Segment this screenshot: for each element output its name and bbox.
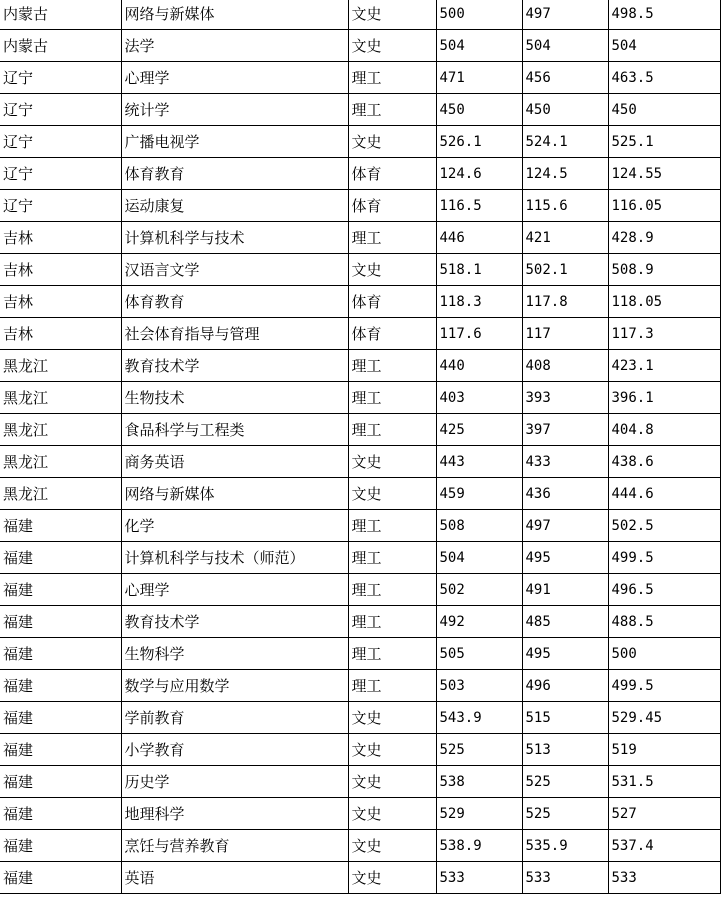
province-cell: 吉林: [0, 222, 121, 254]
max-score-cell: 518.1: [436, 254, 522, 286]
min-score-cell: 515: [522, 702, 608, 734]
table-row: [0, 702, 720, 734]
major-cell: 化学: [121, 510, 348, 542]
max-score-cell: 525: [436, 734, 522, 766]
avg-score-cell: 499.5: [608, 542, 720, 574]
avg-score-cell: 496.5: [608, 574, 720, 606]
category-cell: 理工: [348, 574, 436, 606]
avg-score-cell: 529.45: [608, 702, 720, 734]
max-score-cell: 446: [436, 222, 522, 254]
table-row: [0, 190, 720, 222]
max-score-cell: 440: [436, 350, 522, 382]
avg-score-cell: 533: [608, 862, 720, 894]
min-score-cell: 124.5: [522, 158, 608, 190]
category-cell: 体育: [348, 190, 436, 222]
category-cell: 理工: [348, 382, 436, 414]
major-cell: 体育教育: [121, 158, 348, 190]
province-cell: 辽宁: [0, 190, 121, 222]
province-cell: 吉林: [0, 318, 121, 350]
min-score-cell: 497: [522, 0, 608, 30]
min-score-cell: 491: [522, 574, 608, 606]
province-cell: 辽宁: [0, 126, 121, 158]
max-score-cell: 502: [436, 574, 522, 606]
category-cell: 体育: [348, 286, 436, 318]
province-cell: 福建: [0, 670, 121, 702]
avg-score-cell: 537.4: [608, 830, 720, 862]
category-cell: 文史: [348, 862, 436, 894]
table-row: [0, 606, 720, 638]
province-cell: 内蒙古: [0, 30, 121, 62]
max-score-cell: 538.9: [436, 830, 522, 862]
category-cell: 文史: [348, 798, 436, 830]
max-score-cell: 504: [436, 30, 522, 62]
avg-score-cell: 502.5: [608, 510, 720, 542]
avg-score-cell: 423.1: [608, 350, 720, 382]
major-cell: 商务英语: [121, 446, 348, 478]
min-score-cell: 115.6: [522, 190, 608, 222]
major-cell: 法学: [121, 30, 348, 62]
min-score-cell: 513: [522, 734, 608, 766]
avg-score-cell: 450: [608, 94, 720, 126]
major-cell: 统计学: [121, 94, 348, 126]
table-row: [0, 478, 720, 510]
max-score-cell: 505: [436, 638, 522, 670]
major-cell: 英语: [121, 862, 348, 894]
max-score-cell: 471: [436, 62, 522, 94]
table-row: [0, 638, 720, 670]
min-score-cell: 393: [522, 382, 608, 414]
province-cell: 辽宁: [0, 158, 121, 190]
table-row: [0, 574, 720, 606]
table-row: [0, 30, 720, 62]
province-cell: 福建: [0, 542, 121, 574]
max-score-cell: 403: [436, 382, 522, 414]
category-cell: 文史: [348, 254, 436, 286]
table-row: [0, 382, 720, 414]
category-cell: 文史: [348, 766, 436, 798]
min-score-cell: 117: [522, 318, 608, 350]
min-score-cell: 502.1: [522, 254, 608, 286]
table-row: [0, 222, 720, 254]
avg-score-cell: 527: [608, 798, 720, 830]
category-cell: 理工: [348, 606, 436, 638]
category-cell: 理工: [348, 542, 436, 574]
min-score-cell: 495: [522, 638, 608, 670]
major-cell: 心理学: [121, 62, 348, 94]
major-cell: 学前教育: [121, 702, 348, 734]
min-score-cell: 456: [522, 62, 608, 94]
max-score-cell: 117.6: [436, 318, 522, 350]
major-cell: 社会体育指导与管理: [121, 318, 348, 350]
max-score-cell: 492: [436, 606, 522, 638]
min-score-cell: 485: [522, 606, 608, 638]
major-cell: 生物技术: [121, 382, 348, 414]
avg-score-cell: 116.05: [608, 190, 720, 222]
avg-score-cell: 500: [608, 638, 720, 670]
major-cell: 小学教育: [121, 734, 348, 766]
min-score-cell: 433: [522, 446, 608, 478]
province-cell: 福建: [0, 510, 121, 542]
avg-score-cell: 504: [608, 30, 720, 62]
province-cell: 福建: [0, 734, 121, 766]
avg-score-cell: 118.05: [608, 286, 720, 318]
province-cell: 福建: [0, 606, 121, 638]
max-score-cell: 450: [436, 94, 522, 126]
category-cell: 文史: [348, 830, 436, 862]
province-cell: 福建: [0, 766, 121, 798]
max-score-cell: 443: [436, 446, 522, 478]
category-cell: 理工: [348, 510, 436, 542]
avg-score-cell: 531.5: [608, 766, 720, 798]
avg-score-cell: 525.1: [608, 126, 720, 158]
major-cell: 心理学: [121, 574, 348, 606]
category-cell: 理工: [348, 222, 436, 254]
major-cell: 汉语言文学: [121, 254, 348, 286]
category-cell: 文史: [348, 478, 436, 510]
province-cell: 福建: [0, 574, 121, 606]
avg-score-cell: 488.5: [608, 606, 720, 638]
max-score-cell: 116.5: [436, 190, 522, 222]
table-row: [0, 286, 720, 318]
province-cell: 黑龙江: [0, 478, 121, 510]
min-score-cell: 397: [522, 414, 608, 446]
table-row: [0, 94, 720, 126]
major-cell: 生物科学: [121, 638, 348, 670]
major-cell: 烹饪与营养教育: [121, 830, 348, 862]
min-score-cell: 436: [522, 478, 608, 510]
province-cell: 福建: [0, 830, 121, 862]
max-score-cell: 118.3: [436, 286, 522, 318]
major-cell: 教育技术学: [121, 350, 348, 382]
max-score-cell: 529: [436, 798, 522, 830]
avg-score-cell: 124.55: [608, 158, 720, 190]
province-cell: 黑龙江: [0, 382, 121, 414]
province-cell: 吉林: [0, 254, 121, 286]
max-score-cell: 500: [436, 0, 522, 30]
min-score-cell: 504: [522, 30, 608, 62]
avg-score-cell: 519: [608, 734, 720, 766]
min-score-cell: 525: [522, 798, 608, 830]
table-row: [0, 830, 720, 862]
min-score-cell: 408: [522, 350, 608, 382]
province-cell: 吉林: [0, 286, 121, 318]
table-row: [0, 510, 720, 542]
avg-score-cell: 428.9: [608, 222, 720, 254]
province-cell: 内蒙古: [0, 0, 121, 30]
min-score-cell: 535.9: [522, 830, 608, 862]
avg-score-cell: 499.5: [608, 670, 720, 702]
province-cell: 黑龙江: [0, 350, 121, 382]
major-cell: 广播电视学: [121, 126, 348, 158]
province-cell: 福建: [0, 638, 121, 670]
avg-score-cell: 463.5: [608, 62, 720, 94]
major-cell: 历史学: [121, 766, 348, 798]
avg-score-cell: 396.1: [608, 382, 720, 414]
min-score-cell: 525: [522, 766, 608, 798]
category-cell: 文史: [348, 0, 436, 30]
category-cell: 文史: [348, 702, 436, 734]
table-row: [0, 670, 720, 702]
province-cell: 福建: [0, 798, 121, 830]
category-cell: 体育: [348, 158, 436, 190]
min-score-cell: 533: [522, 862, 608, 894]
min-score-cell: 117.8: [522, 286, 608, 318]
max-score-cell: 538: [436, 766, 522, 798]
table-row: [0, 414, 720, 446]
avg-score-cell: 117.3: [608, 318, 720, 350]
min-score-cell: 421: [522, 222, 608, 254]
table-row: [0, 862, 720, 894]
major-cell: 运动康复: [121, 190, 348, 222]
max-score-cell: 533: [436, 862, 522, 894]
category-cell: 文史: [348, 126, 436, 158]
table-row: [0, 62, 720, 94]
category-cell: 体育: [348, 318, 436, 350]
min-score-cell: 495: [522, 542, 608, 574]
min-score-cell: 450: [522, 94, 608, 126]
max-score-cell: 526.1: [436, 126, 522, 158]
max-score-cell: 459: [436, 478, 522, 510]
max-score-cell: 425: [436, 414, 522, 446]
category-cell: 理工: [348, 94, 436, 126]
min-score-cell: 524.1: [522, 126, 608, 158]
province-cell: 黑龙江: [0, 414, 121, 446]
province-cell: 福建: [0, 702, 121, 734]
category-cell: 理工: [348, 638, 436, 670]
major-cell: 体育教育: [121, 286, 348, 318]
major-cell: 计算机科学与技术: [121, 222, 348, 254]
category-cell: 文史: [348, 734, 436, 766]
major-cell: 网络与新媒体: [121, 0, 348, 30]
avg-score-cell: 404.8: [608, 414, 720, 446]
max-score-cell: 503: [436, 670, 522, 702]
major-cell: 计算机科学与技术（师范）: [121, 542, 348, 574]
table-row: [0, 734, 720, 766]
max-score-cell: 124.6: [436, 158, 522, 190]
province-cell: 福建: [0, 862, 121, 894]
min-score-cell: 496: [522, 670, 608, 702]
province-cell: 辽宁: [0, 62, 121, 94]
table-row: [0, 350, 720, 382]
avg-score-cell: 444.6: [608, 478, 720, 510]
province-cell: 辽宁: [0, 94, 121, 126]
category-cell: 理工: [348, 670, 436, 702]
table-row: [0, 798, 720, 830]
table-row: [0, 0, 720, 30]
major-cell: 网络与新媒体: [121, 478, 348, 510]
max-score-cell: 543.9: [436, 702, 522, 734]
category-cell: 理工: [348, 414, 436, 446]
min-score-cell: 497: [522, 510, 608, 542]
table-row: [0, 318, 720, 350]
table-row: [0, 126, 720, 158]
province-cell: 黑龙江: [0, 446, 121, 478]
major-cell: 食品科学与工程类: [121, 414, 348, 446]
table-row: [0, 542, 720, 574]
table-row: [0, 158, 720, 190]
category-cell: 理工: [348, 62, 436, 94]
major-cell: 地理科学: [121, 798, 348, 830]
max-score-cell: 508: [436, 510, 522, 542]
major-cell: 数学与应用数学: [121, 670, 348, 702]
avg-score-cell: 498.5: [608, 0, 720, 30]
table-row: [0, 766, 720, 798]
max-score-cell: 504: [436, 542, 522, 574]
table-row: [0, 446, 720, 478]
category-cell: 文史: [348, 30, 436, 62]
category-cell: 理工: [348, 350, 436, 382]
major-cell: 教育技术学: [121, 606, 348, 638]
category-cell: 文史: [348, 446, 436, 478]
table-row: [0, 254, 720, 286]
avg-score-cell: 508.9: [608, 254, 720, 286]
avg-score-cell: 438.6: [608, 446, 720, 478]
